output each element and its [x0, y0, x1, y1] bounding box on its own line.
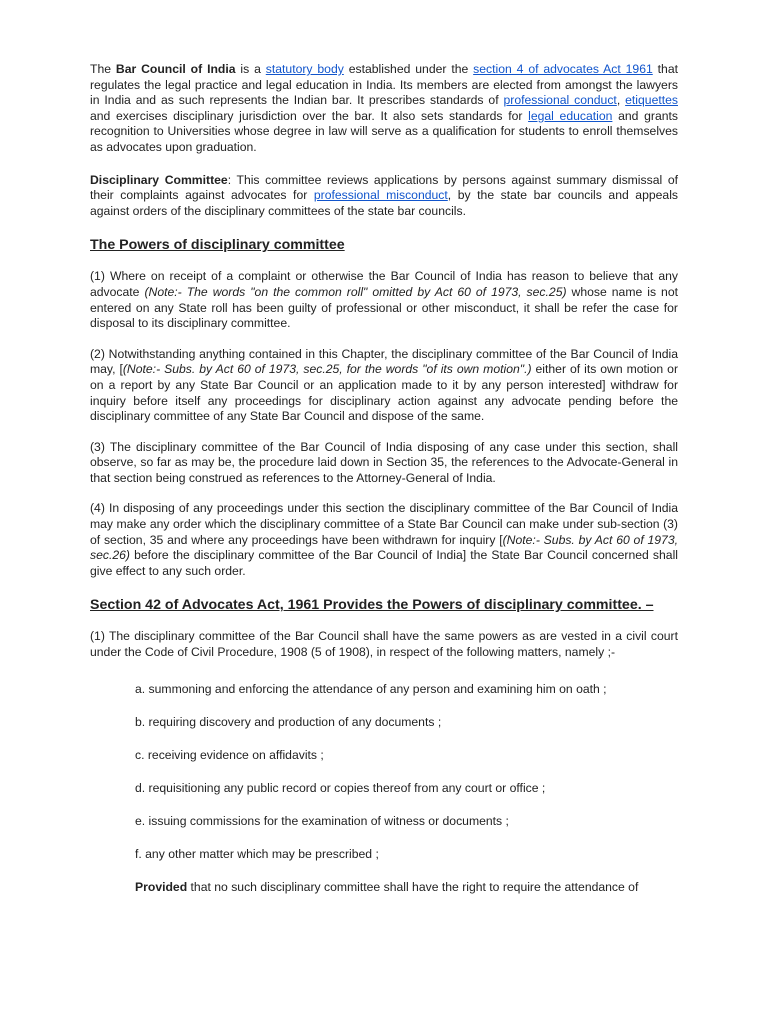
list-item: f. any other matter which may be prescribed ;	[135, 847, 379, 862]
bar-council-name: Bar Council of India	[115, 62, 236, 76]
section-42-heading: Section 42 of Advocates Act, 1961 Provides the Powers of disciplinary committee. –	[90, 597, 654, 614]
professional-conduct-link[interactable]: professional conduct	[503, 93, 617, 108]
list-item: a. summoning and enforcing the attendance of any person and examining him on oath ;	[135, 681, 607, 696]
section-4-link[interactable]: section 4 of advocates Act 1961	[473, 62, 653, 76]
legal-education-link[interactable]: legal education	[528, 108, 613, 123]
powers-heading: The Powers of disciplinary committee	[90, 237, 345, 254]
intro-paragraph: The Bar Council of India is a statutory body established under the section 4 of advocates Act 1961 that regulates the legal practice and legal education in India. Its members are elected from amongst the lawyers in India and as such represents the Indian bar. It prescribes standards of professional conduct, etiquettes and exercises disciplinary jurisdiction over the bar. It also sets standards for legal education and grants recognition to Universities whose degree in law will serve as a qualification for students to enroll themselves as advocates upon graduation.	[90, 62, 678, 154]
provided-clause: Provided that no such disciplinary committee shall have the right to require the attendance of	[135, 880, 639, 895]
disciplinary-committee-paragraph: Disciplinary Committee: This committee reviews applications by persons against summary dismissal of their complaints against advocates for professional misconduct, by the state bar councils and appeals against orders of the disciplinary committees of the state bar councils.	[90, 172, 678, 218]
etiquettes-link[interactable]: etiquettes	[625, 93, 678, 108]
disciplinary-committee-term: Disciplinary Committee	[90, 172, 228, 187]
note-2: (Note:- Subs. by Act 60 of 1973, sec.25, for the words "of its own motion".)	[122, 362, 532, 377]
statutory-body-link[interactable]: statutory body	[265, 62, 344, 76]
note-3: (Note:- Subs. by Act 60 of 1973, sec.26)	[90, 532, 678, 563]
list-item: c. receiving evidence on affidavits ;	[135, 747, 324, 762]
power-paragraph-3: (3) The disciplinary committee of the Bar Council of India disposing of any case under this section, shall observe, so far as may be, the procedure laid down in Section 35, the references to the Advocate-General in that section being construed as references to the Attorney-General of India.	[90, 439, 678, 485]
list-item: b. requiring discovery and production of any documents ;	[135, 714, 442, 729]
professional-misconduct-link[interactable]: professional misconduct	[313, 188, 448, 203]
powers-list	[90, 682, 678, 863]
list-item: e. issuing commissions for the examination of witness or documents ;	[135, 814, 509, 828]
power-paragraph-2: (2) Notwithstanding anything contained in this Chapter, the disciplinary committee of the Bar Council of India may, [(Note:- Subs. by Act 60 of 1973, sec.25, for the words "of its own motion".) either of its own motion or on a report by any State Bar Council or an application made to it by any person interested] withdraw for inquiry before itself any proceedings for disciplinary action against any advocate pending before the disciplinary committee of any State Bar Council and dispose of the same.	[90, 346, 679, 424]
section-42-paragraph-1: (1) The disciplinary committee of the Bar Council shall have the same powers as are vested in a civil court under the Code of Civil Procedure, 1908 (5 of 1908), in respect of the following matters, namely ;-	[90, 629, 678, 660]
power-paragraph-1: (1) Where on receipt of a complaint or otherwise the Bar Council of India has reason to believe that any advocate (Note:- The words "on the common roll" omitted by Act 60 of 1973, sec.25) whose name is not entered on any State roll has been guilty of professional or other misconduct, it shall be refer the case for disposal to its disciplinary committee.	[90, 269, 678, 331]
power-paragraph-4: (4) In disposing of any proceedings under this section the disciplinary committee of the Bar Council of India may make any order which the disciplinary committee of a State Bar Council can make under sub-section (3) of section, 35 and where any proceedings have been withdrawn for inquiry [(Note:- Subs. by Act 60 of 1973, sec.26) before the disciplinary committee of the Bar Council of India] the State Bar Council concerned shall give effect to any such order.	[90, 501, 678, 578]
list-item: d. requisitioning any public record or copies thereof from any court or office ;	[135, 780, 546, 795]
note-1: (Note:- The words "on the common roll" omitted by Act 60 of 1973, sec.25)	[144, 284, 567, 299]
provided-term: Provided	[135, 880, 188, 895]
